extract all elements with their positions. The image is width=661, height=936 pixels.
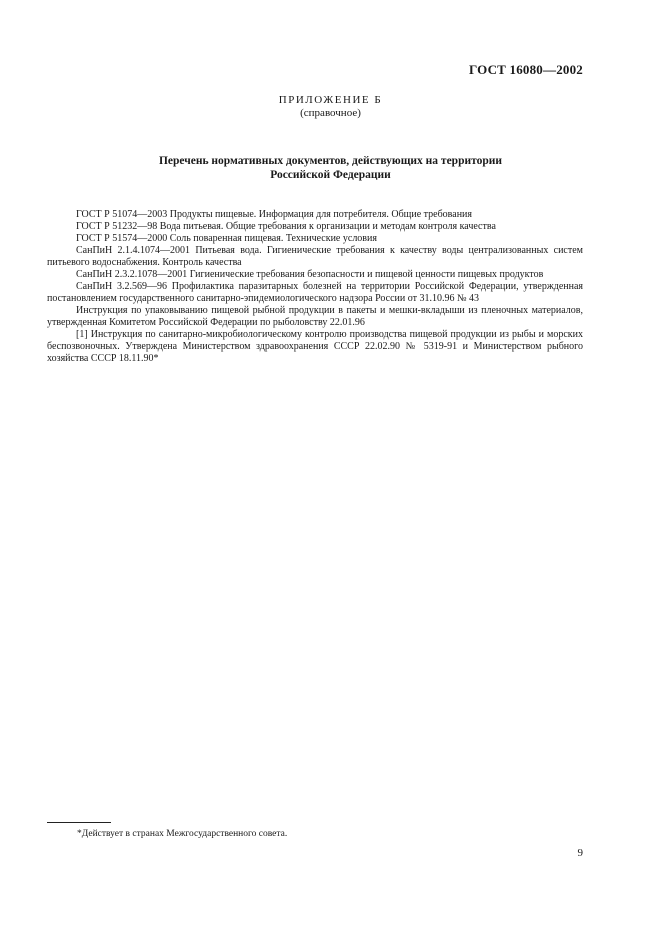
- reference-item: ГОСТ Р 51574—2000 Соль поваренная пищевая. Технические условия: [76, 233, 377, 244]
- reference-item: [1] Инструкция по санитарно-микробиологическому контролю производства пищевой продукции из рыбы и морских беспозвоночных. Утверждена Министерством здравоохранения СССР 22.02.90 № 5319-91 и Министерством рыбного хозяйства СССР 18.11.90*: [47, 329, 583, 364]
- reference-item: Инструкция по упаковыванию пищевой рыбной продукции в пакеты и мешки-вкладыши из пленочных материалов, утвержденная Комитетом Российской Федерации по рыболовству 22.01.96: [47, 305, 583, 328]
- appendix-subtitle: (справочное): [300, 107, 361, 119]
- footnote-divider: [47, 822, 111, 823]
- footnote: *Действует в странах Межгосударственного совета.: [77, 829, 288, 839]
- heading-line-2: Российской Федерации: [270, 169, 391, 181]
- reference-item: СанПиН 2.1.4.1074—2001 Питьевая вода. Гигиенические требования к качеству воды централизованных систем питьевого водоснабжения. Контроль качества: [47, 245, 583, 268]
- reference-list: [47, 209, 583, 365]
- page-number: 9: [577, 847, 583, 859]
- heading-line-1: Перечень нормативных документов, действующих на территории: [158, 155, 502, 167]
- reference-item: ГОСТ Р 51074—2003 Продукты пищевые. Информация для потребителя. Общие требования: [76, 209, 472, 220]
- appendix-block: [0, 94, 661, 120]
- section-heading: [0, 154, 661, 182]
- appendix-title: ПРИЛОЖЕНИЕ Б: [278, 94, 383, 106]
- reference-item: СанПиН 3.2.569—96 Профилактика паразитарных болезней на территории Российской Федерации, утвержденная постановлением государственного санитарно-эпидемиологического надзора России от 31.10.96 № 43: [47, 281, 583, 304]
- document-code: ГОСТ 16080—2002: [468, 62, 583, 77]
- reference-item: СанПиН 2.3.2.1078—2001 Гигиенические требования безопасности и пищевой ценности пищевых продуктов: [76, 269, 544, 280]
- reference-item: ГОСТ Р 51232—98 Вода питьевая. Общие требования к организации и методам контроля качества: [76, 221, 496, 232]
